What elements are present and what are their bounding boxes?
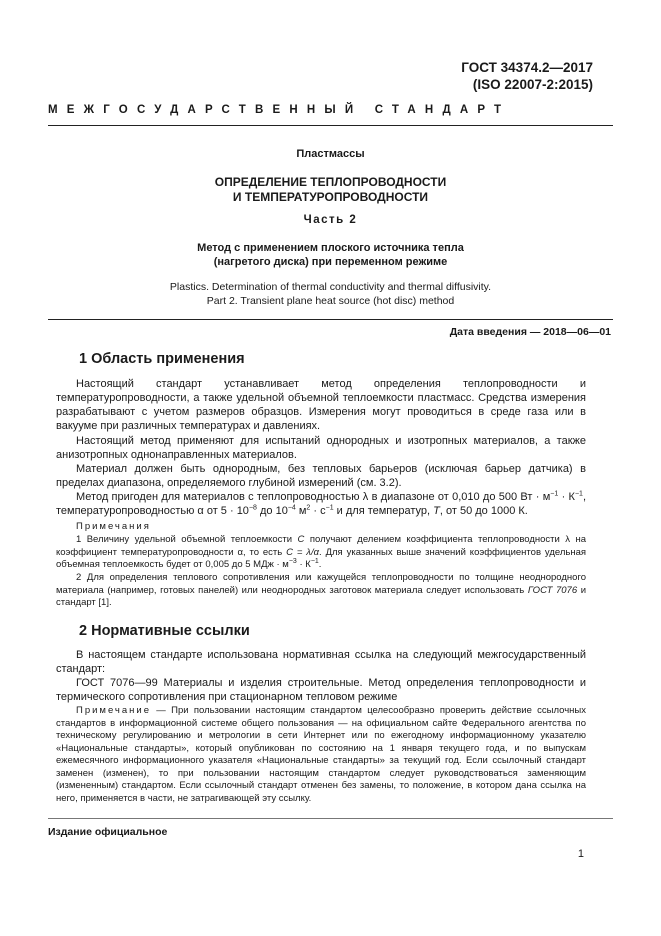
gost-code: ГОСТ 34374.2—2017	[461, 60, 593, 75]
english-title-line2: Part 2. Transient plane heat source (hot disc) method	[206, 295, 455, 307]
sub-title	[0, 241, 661, 269]
standard-code	[461, 59, 593, 93]
section-2-heading: 2 Нормативные ссылки	[79, 623, 250, 639]
header-rule	[48, 125, 613, 126]
footer-rule	[48, 818, 613, 819]
section-1-heading: 1 Область применения	[79, 351, 245, 367]
main-title-line2: И ТЕМПЕРАТУРОПРОВОДНОСТИ	[232, 190, 429, 204]
introduction-date: Дата введения — 2018—06—01	[449, 326, 611, 338]
english-title-line1: Plastics. Determination of thermal conductivity and thermal diffusivity.	[169, 281, 492, 293]
section-2-reference: ГОСТ 7076—99 Материалы и изделия строительные. Метод определения теплопроводности и термического сопротивления при стационарном тепловом режиме	[56, 677, 586, 703]
english-title	[0, 280, 661, 308]
subject-title: Пластмассы	[296, 148, 365, 160]
section-2-note: Примечание — При пользовании настоящим стандартом целесообразно проверить действие ссылочных стандартов в информационной системе общего пользования — на официальном сайте Федерального агентства по техническому регулированию и метрологии в сети Интернет или по ежегодному информационному указателю «Национальные стандарты», который опубликован по состоянию на 1 января текущего года, и по выпускам ежемесячного информационного указателя «Национальные стандарты» за текущий год. Если ссылочный стандарт заменен (изменен), то при пользовании настоящим стандартом следует руководствоваться заменяющим (измененным) стандартом. Если ссылочный стандарт отменен без замены, то положение, в котором дана ссылка на него, применяется в части, не затрагивающей эту ссылку.	[56, 705, 586, 804]
official-edition: Издание официальное	[48, 826, 168, 838]
note-2: 2 Для определения теплового сопротивления или кажущейся теплопроводности по толщине неоднородного материала (например, готовых панелей) или неоднородных заготовок материала следует использовать ГОСТ 7076 и стандарт [1].	[56, 572, 586, 608]
section-1-paragraph-1: Настоящий стандарт устанавливает метод определения теплопроводности и температуропроводности, а также удельной объемной теплоемкости пластмасс. Средства измерения разрабатывают с учетом размеров образцов. Измерения могут проводиться в среде газа или в вакууме при различных температурах и давлениях.	[56, 378, 586, 432]
iso-code: (ISO 22007-2:2015)	[472, 77, 593, 92]
main-title-line1: ОПРЕДЕЛЕНИЕ ТЕПЛОПРОВОДНОСТИ	[214, 175, 447, 189]
standard-type: МЕЖГОСУДАРСТВЕННЫЙ СТАНДАРТ	[48, 104, 511, 116]
page-number: 1	[577, 848, 584, 860]
title-rule	[48, 319, 613, 320]
section-2-paragraph-1: В настоящем стандарте использована нормативная ссылка на следующий межгосударственный стандарт:	[56, 649, 586, 675]
section-1-paragraph-2: Настоящий метод применяют для испытаний однородных и изотропных материалов, а также анизотропных однонаправленных материалов.	[56, 435, 586, 461]
sub-title-line1: Метод с применением плоского источника тепла	[197, 242, 464, 254]
sub-title-line2: (нагретого диска) при переменном режиме	[213, 256, 448, 268]
main-title	[0, 175, 661, 205]
note-1: 1 Величину удельной объемной теплоемкости C получают делением коэффициента теплопроводности λ на коэффициент температуропроводности α, то есть C = λ/α. Для указанных выше значений коэффициентов удельная объемная теплоемкость будет от 0,005 до 5 МДж · $м^{-3} \cdot К^{-1}$.	[56, 534, 586, 570]
section-1-paragraph-3: Материал должен быть однородным, без тепловых барьеров (исключая барьер датчика) в пределах диапазона, определяемого глубиной измерений (см. 3.2).	[56, 463, 586, 489]
section-1-paragraph-4: Метод пригоден для материалов с теплопроводностью λ в диапазоне от 0,010 до 500 Вт · $м^{-1} \cdot К^{-1}$, температуропроводностью α от $5 \cdot 10^{-8}$ до $10^{-4}$ $м^2 \cdot с^{-1}$ и для температур, T, от 50 до 1000 К.	[56, 490, 586, 517]
notes-label: Примечания	[76, 521, 151, 532]
part-title: Часть 2	[303, 214, 358, 226]
